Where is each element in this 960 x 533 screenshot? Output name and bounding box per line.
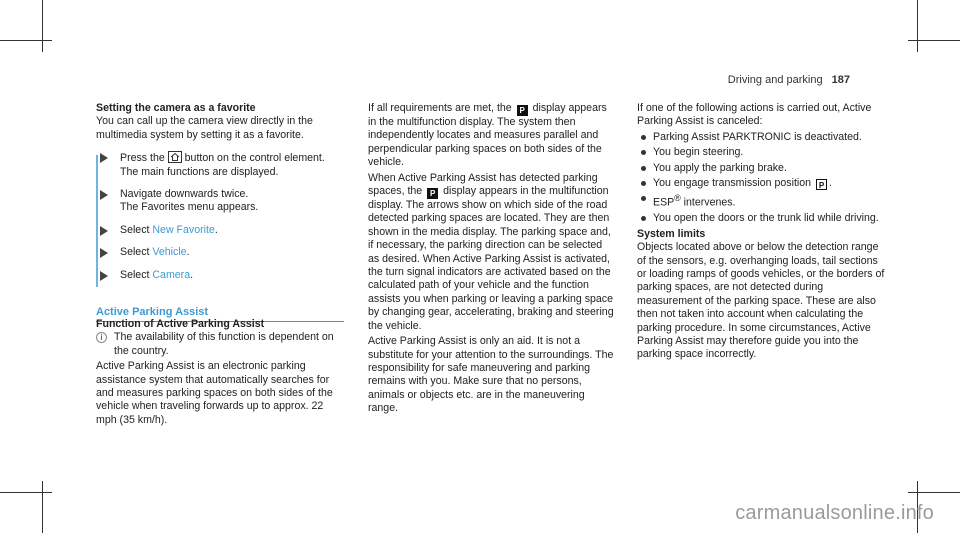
step-4: Select Vehicle.	[96, 246, 344, 259]
transmission-p-icon: P	[816, 179, 827, 190]
step-5: Select Camera.	[96, 269, 344, 282]
section-title: Active Parking Assist	[96, 306, 209, 319]
step-1-result: The main functions are displayed.	[120, 165, 279, 178]
step-2	[96, 188, 344, 215]
step-2-result: The Favorites menu appears.	[120, 201, 259, 214]
heading-camera-favorite: Setting the camera as a favorite	[96, 102, 256, 114]
list-item: You begin steering.	[637, 146, 885, 159]
page-number: 187	[831, 74, 850, 86]
column-2	[368, 102, 616, 418]
list-item-text: You engage transmission position	[653, 177, 812, 190]
req-text-b: display appears in the multifunction display. The system then independently locates and measures parallel and perpendicular parking spaces on both sides of the vehicle.	[368, 102, 607, 169]
step-arrow-icon	[100, 190, 108, 200]
step-2-text: Navigate downwards twice.	[120, 188, 249, 201]
parking-symbol-icon: P	[517, 105, 528, 116]
home-icon	[168, 151, 182, 163]
camera-intro: You can call up the camera view directly in the multimedia system by setting it as a favorite.	[96, 115, 313, 141]
list-item: You open the doors or the trunk lid while driving.	[637, 212, 885, 225]
list-item: You apply the parking brake.	[637, 162, 885, 175]
step-arrow-icon	[100, 226, 108, 236]
crop-mark	[0, 40, 52, 41]
limits-paragraph: Objects located above or below the detection range of the sensors, e.g. overhanging loads, tail sections or loading ramps of goods vehicles, or the borders of parking spaces, are not detected during measurement of the parking space. These are also then not taken into account when calculating the parking procedure. In some circumstances, Active Parking Assist may therefore guide you into the parking space incorrectly.	[637, 241, 885, 361]
crop-mark	[908, 492, 960, 493]
heading-function: Function of Active Parking Assist	[96, 318, 265, 330]
note-text: The availability of this function is dependent on the country.	[114, 331, 334, 357]
column-1	[96, 102, 344, 322]
step-1-text-a: Press the	[120, 152, 165, 165]
detected-text-a: When Active Parking Assist has detected parking spaces, the	[368, 171, 598, 198]
crop-mark	[0, 492, 52, 493]
crop-mark	[908, 40, 960, 41]
esp-text: ESP	[653, 196, 675, 209]
req-text-a: If all requirements are met, the	[368, 102, 512, 114]
heading-system-limits: System limits	[637, 227, 706, 240]
step-arrow-icon	[100, 248, 108, 258]
header-section: Driving and parking	[727, 74, 823, 86]
parking-arrows-icon: P	[427, 188, 438, 199]
camera-link[interactable]: Camera	[152, 268, 191, 281]
aid-paragraph: Active Parking Assist is only an aid. It is not a substitute for your attention to the surroundings. The responsibility for safe maneuvering and parking remains with you. Make sure that no persons, animals or objects etc. are in the maneuvering range.	[368, 335, 614, 415]
page-header	[728, 74, 850, 86]
vehicle-link[interactable]: Vehicle	[152, 246, 187, 259]
step-1	[96, 151, 344, 179]
step-3: Select New Favorite.	[96, 224, 344, 237]
step-4-prefix: Select	[120, 246, 150, 259]
step-3-prefix: Select	[120, 223, 150, 236]
step-1-text-b: button on the control element.	[184, 152, 325, 165]
step-arrow-icon	[100, 271, 108, 281]
list-item: You engage transmission position P .	[637, 177, 885, 190]
function-paragraph: Active Parking Assist is an electronic parking assistance system that automatically searches for and measures parking spaces on both sides of the vehicle when traveling forwards up to approx. 22 mph (35 km/h).	[96, 360, 333, 426]
list-item	[637, 192, 885, 210]
watermark: carmanualsonline.info	[735, 502, 934, 524]
step-arrow-icon	[100, 153, 108, 163]
list-item: Parking Assist PARKTRONIC is deactivated.	[637, 131, 885, 144]
detected-text-b: display appears in the multifunction display. The arrows show on which side of the road detected parking spaces are located. They are then shown in the media display. The parking space and, if necessary, the parking direction can be selected as desired. When Active Parking Assist is activated, the turn signal indicators are activated based on the calculated path of your vehicle and the function assists you when parking or leaving a parking space by changing gear, accelerating, braking and steering the vehicle.	[368, 185, 614, 332]
new-favorite-link[interactable]: New Favorite	[152, 223, 215, 236]
step-5-prefix: Select	[120, 268, 150, 281]
crop-mark	[42, 0, 43, 52]
cancel-list	[637, 131, 885, 226]
note-country	[96, 331, 344, 358]
detected-paragraph	[368, 172, 616, 333]
crop-mark	[42, 481, 43, 533]
steps-list	[96, 151, 344, 282]
column-3	[637, 102, 885, 364]
column-1-lower	[96, 318, 344, 429]
crop-mark	[917, 0, 918, 52]
esp-suffix: intervenes.	[680, 196, 736, 209]
requirements-paragraph	[368, 102, 616, 170]
cancel-intro: If one of the following actions is carried out, Active Parking Assist is canceled:	[637, 102, 872, 128]
registered-mark: ®	[674, 193, 681, 204]
info-icon: i	[96, 332, 107, 343]
